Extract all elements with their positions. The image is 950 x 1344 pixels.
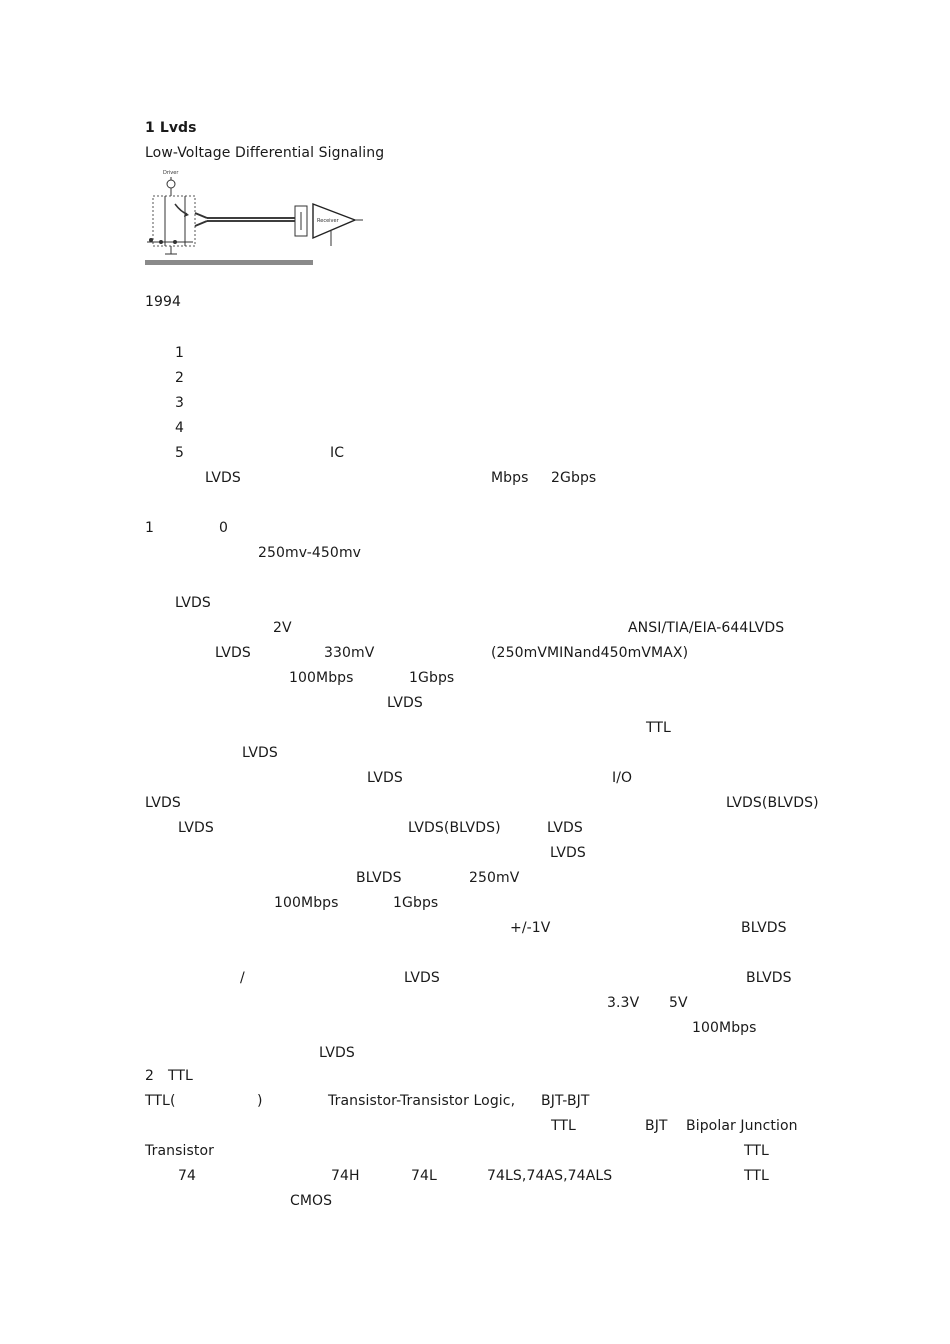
text-fragment: BLVDS [746, 970, 792, 986]
text-fragment: Bipolar Junction [686, 1118, 798, 1134]
text-fragment: 1 [175, 345, 185, 361]
text-fragment: 74H [331, 1168, 360, 1184]
text-fragment: LVDS [215, 645, 251, 661]
section-heading: 1 Lvds [145, 120, 197, 136]
lvds-diagram [145, 168, 365, 268]
text-fragment: LVDS [404, 970, 440, 986]
text-fragment: LVDS(BLVDS) [408, 820, 501, 836]
text-fragment: TTL [551, 1118, 576, 1134]
text-fragment: 5 [175, 445, 185, 461]
driver-label: Driver [163, 170, 179, 176]
text-fragment: Mbps [491, 470, 529, 486]
text-fragment: TTL [744, 1143, 769, 1159]
text-fragment: TTL [744, 1168, 769, 1184]
text-fragment: LVDS [387, 695, 423, 711]
text-fragment: ) [257, 1093, 263, 1109]
text-fragment: 2 [145, 1068, 155, 1084]
text-fragment: (250mVMINand450mVMAX) [491, 645, 689, 661]
text-fragment: LVDS(BLVDS) [726, 795, 819, 811]
text-fragment: Transistor [145, 1143, 214, 1159]
text-fragment: 2 [175, 370, 185, 386]
text-fragment: LVDS [175, 595, 211, 611]
text-fragment: 1Gbps [409, 670, 455, 686]
text-fragment: 2V [273, 620, 292, 636]
text-fragment: 74LS,74AS,74ALS [487, 1168, 613, 1184]
text-fragment: 250mV [469, 870, 520, 886]
text-fragment: TTL [168, 1068, 193, 1084]
text-fragment: BLVDS [356, 870, 402, 886]
text-fragment: CMOS [290, 1193, 333, 1209]
text-fragment: LVDS [205, 470, 241, 486]
text-fragment: LVDS [547, 820, 583, 836]
text-fragment: LVDS [550, 845, 586, 861]
current-source-icon [167, 180, 175, 188]
text-fragment: 100Mbps [289, 670, 354, 686]
text-fragment: 100Mbps [692, 1020, 757, 1036]
text-fragment: 74 [178, 1168, 197, 1184]
text-fragment: 1Gbps [393, 895, 439, 911]
text-fragment: LVDS [145, 795, 181, 811]
text-fragment: 3 [175, 395, 185, 411]
text-fragment: Transistor-Transistor Logic, [328, 1093, 516, 1109]
text-fragment: 2Gbps [551, 470, 597, 486]
text-fragment: ANSI/TIA/EIA-644LVDS [628, 620, 785, 636]
text-fragment: 5V [669, 995, 688, 1011]
text-fragment: BJT-BJT [541, 1093, 590, 1109]
text-fragment: 1 [145, 520, 155, 536]
text-fragment: LVDS [367, 770, 403, 786]
subtitle: Low-Voltage Differential Signaling [145, 145, 385, 161]
text-fragment: / [240, 970, 245, 986]
text-fragment: 3.3V [607, 995, 640, 1011]
text-fragment: BJT [645, 1118, 668, 1134]
text-fragment: 330mV [324, 645, 375, 661]
text-fragment: 100Mbps [274, 895, 339, 911]
text-fragment: LVDS [178, 820, 214, 836]
text-fragment: TTL [646, 720, 671, 736]
receiver-label: Receiver [317, 218, 339, 224]
text-fragment: TTL( [145, 1093, 176, 1109]
text-fragment: 4 [175, 420, 185, 436]
text-fragment: LVDS [319, 1045, 355, 1061]
text-fragment: 74L [411, 1168, 437, 1184]
text-fragment: 0 [219, 520, 229, 536]
text-fragment: +/-1V [510, 920, 551, 936]
text-fragment: I/O [612, 770, 633, 786]
text-fragment: 1994 [145, 294, 182, 310]
text-fragment: 250mv-450mv [258, 545, 362, 561]
text-fragment: LVDS [242, 745, 278, 761]
text-fragment: IC [330, 445, 345, 461]
text-fragment: BLVDS [741, 920, 787, 936]
